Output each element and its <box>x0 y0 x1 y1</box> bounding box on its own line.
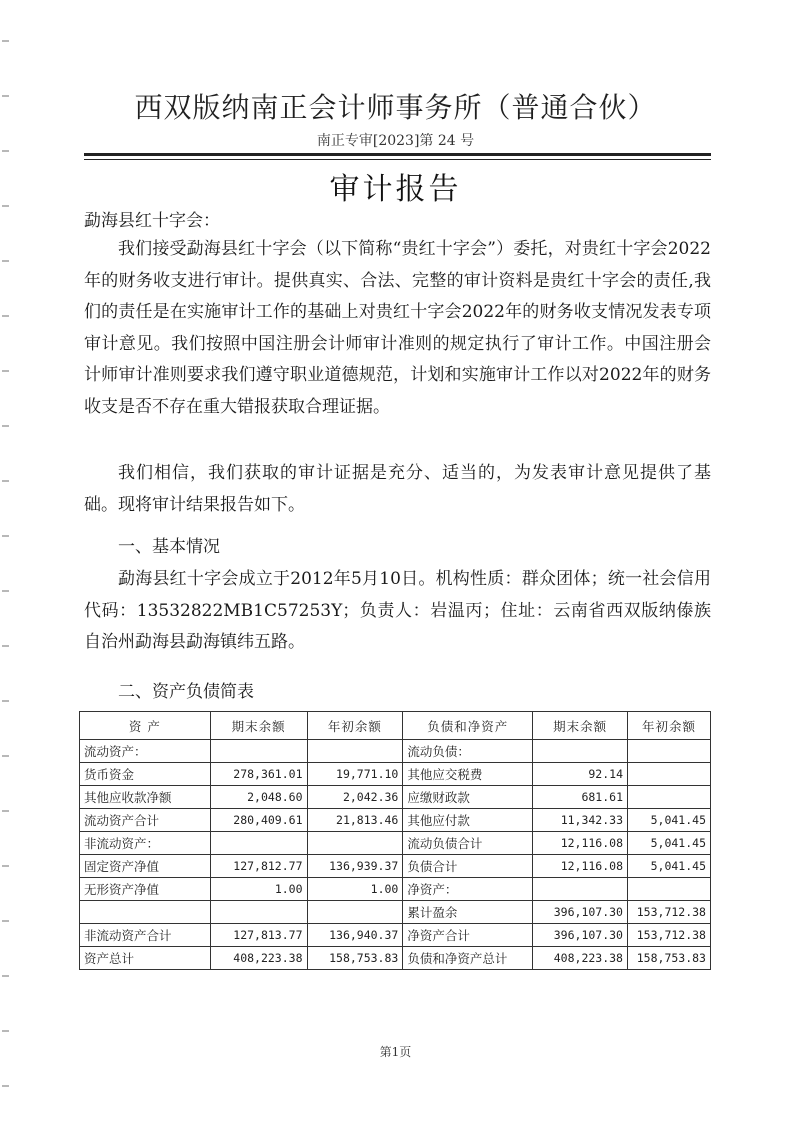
section-heading-basic-info: 一、基本情况 <box>118 537 220 557</box>
asset-begin-value: 136,940.37 <box>307 924 403 947</box>
page-number: 第1页 <box>379 1045 412 1059</box>
asset-end-value: 1.00 <box>210 878 307 901</box>
header-rule-thick <box>84 153 711 156</box>
asset-end-value: 408,223.38 <box>210 947 307 970</box>
liability-label: 应缴财政款 <box>403 786 533 809</box>
liability-begin-value <box>628 786 711 809</box>
header-rule-thin <box>84 159 711 160</box>
asset-end-value: 2,048.60 <box>210 786 307 809</box>
liability-label: 流动负债： <box>403 740 533 763</box>
report-title: 审计报告 <box>329 172 462 207</box>
column-header: 负债和净资产 <box>403 712 533 740</box>
liability-end-value: 12,116.08 <box>533 855 628 878</box>
column-header: 期末余额 <box>533 712 628 740</box>
liability-end-value <box>533 740 628 763</box>
addressee: 勐海县红十字会： <box>84 211 220 231</box>
column-header: 资 产 <box>80 712 211 740</box>
asset-end-value: 127,813.77 <box>210 924 307 947</box>
liability-end-value: 396,107.30 <box>533 924 628 947</box>
paragraph-basic-info: 勐海县红十字会成立于2012年5月10日。机构性质：群众团体；统一社会信用代码：13532822MB1C57253Y；负责人：岩温丙；住址：云南省西双版纳傣族自治州勐海县勐海镇纬五路。 <box>84 569 711 652</box>
asset-end-value: 127,812.77 <box>210 855 307 878</box>
asset-label: 其他应收款净额 <box>80 786 211 809</box>
column-header: 年初余额 <box>628 712 711 740</box>
paragraph-evidence: 我们相信，我们获取的审计证据是充分、适当的，为发表审计意见提供了基础。现将审计结果报告如下。 <box>84 463 711 515</box>
liability-label: 净资产： <box>403 878 533 901</box>
asset-end-value <box>210 740 307 763</box>
table-row <box>80 740 711 763</box>
table-row <box>80 924 711 947</box>
liability-end-value: 681.61 <box>533 786 628 809</box>
liability-label: 其他应交税费 <box>403 763 533 786</box>
liability-label: 流动负债合计 <box>403 832 533 855</box>
liability-label: 净资产合计 <box>403 924 533 947</box>
balance-sheet-table <box>79 711 711 970</box>
asset-label: 非流动资产： <box>80 832 211 855</box>
asset-begin-value <box>307 901 403 924</box>
liability-begin-value <box>628 740 711 763</box>
asset-begin-value: 1.00 <box>307 878 403 901</box>
asset-begin-value: 136,939.37 <box>307 855 403 878</box>
asset-label <box>80 901 211 924</box>
table-row <box>80 901 711 924</box>
liability-end-value: 92.14 <box>533 763 628 786</box>
asset-end-value <box>210 832 307 855</box>
document-number: 南正专审[2023]第 24 号 <box>316 133 475 149</box>
table-header-row <box>80 712 711 740</box>
liability-begin-value: 158,753.83 <box>628 947 711 970</box>
asset-end-value: 278,361.01 <box>210 763 307 786</box>
section-heading-balance-sheet: 二、资产负债简表 <box>118 682 254 702</box>
paragraph-engagement: 我们接受勐海县红十字会（以下简称“贵红十字会”）委托，对贵红十字会2022年的财务收支进行审计。提供真实、合法、完整的审计资料是贵红十字会的责任,我们的责任是在实施审计工作的基础上对贵红十字会2022年的财务收支情况发表专项审计意见。我们按照中国注册会计师审计准则的规定执行了审计工作。中国注册会计师审计准则要求我们遵守职业道德规范，计划和实施审计工作以对2022年的财务收支是否不存在重大错报获取合理证据。 <box>84 239 711 417</box>
table-row <box>80 763 711 786</box>
table-row <box>80 878 711 901</box>
liability-begin-value: 153,712.38 <box>628 901 711 924</box>
liability-begin-value: 5,041.45 <box>628 832 711 855</box>
liability-begin-value: 5,041.45 <box>628 855 711 878</box>
table-row <box>80 947 711 970</box>
table-row <box>80 786 711 809</box>
liability-label: 负债合计 <box>403 855 533 878</box>
asset-begin-value <box>307 832 403 855</box>
asset-begin-value: 19,771.10 <box>307 763 403 786</box>
asset-begin-value: 158,753.83 <box>307 947 403 970</box>
table-row <box>80 855 711 878</box>
asset-label: 非流动资产合计 <box>80 924 211 947</box>
liability-end-value: 408,223.38 <box>533 947 628 970</box>
column-header: 年初余额 <box>307 712 403 740</box>
table-row <box>80 809 711 832</box>
liability-end-value <box>533 878 628 901</box>
asset-label: 货币资金 <box>80 763 211 786</box>
liability-end-value: 11,342.33 <box>533 809 628 832</box>
asset-begin-value: 2,042.36 <box>307 786 403 809</box>
asset-begin-value: 21,813.46 <box>307 809 403 832</box>
liability-end-value: 12,116.08 <box>533 832 628 855</box>
asset-label: 无形资产净值 <box>80 878 211 901</box>
asset-label: 固定资产净值 <box>80 855 211 878</box>
liability-begin-value <box>628 763 711 786</box>
liability-label: 累计盈余 <box>403 901 533 924</box>
firm-name: 西双版纳南正会计师事务所（普通合伙） <box>134 91 657 124</box>
asset-label: 流动资产合计 <box>80 809 211 832</box>
asset-end-value: 280,409.61 <box>210 809 307 832</box>
asset-label: 资产总计 <box>80 947 211 970</box>
table-row <box>80 832 711 855</box>
column-header: 期末余额 <box>210 712 307 740</box>
liability-begin-value <box>628 878 711 901</box>
liability-begin-value: 5,041.45 <box>628 809 711 832</box>
liability-label: 其他应付款 <box>403 809 533 832</box>
liability-label: 负债和净资产总计 <box>403 947 533 970</box>
asset-label: 流动资产： <box>80 740 211 763</box>
liability-end-value: 396,107.30 <box>533 901 628 924</box>
asset-end-value <box>210 901 307 924</box>
asset-begin-value <box>307 740 403 763</box>
liability-begin-value: 153,712.38 <box>628 924 711 947</box>
